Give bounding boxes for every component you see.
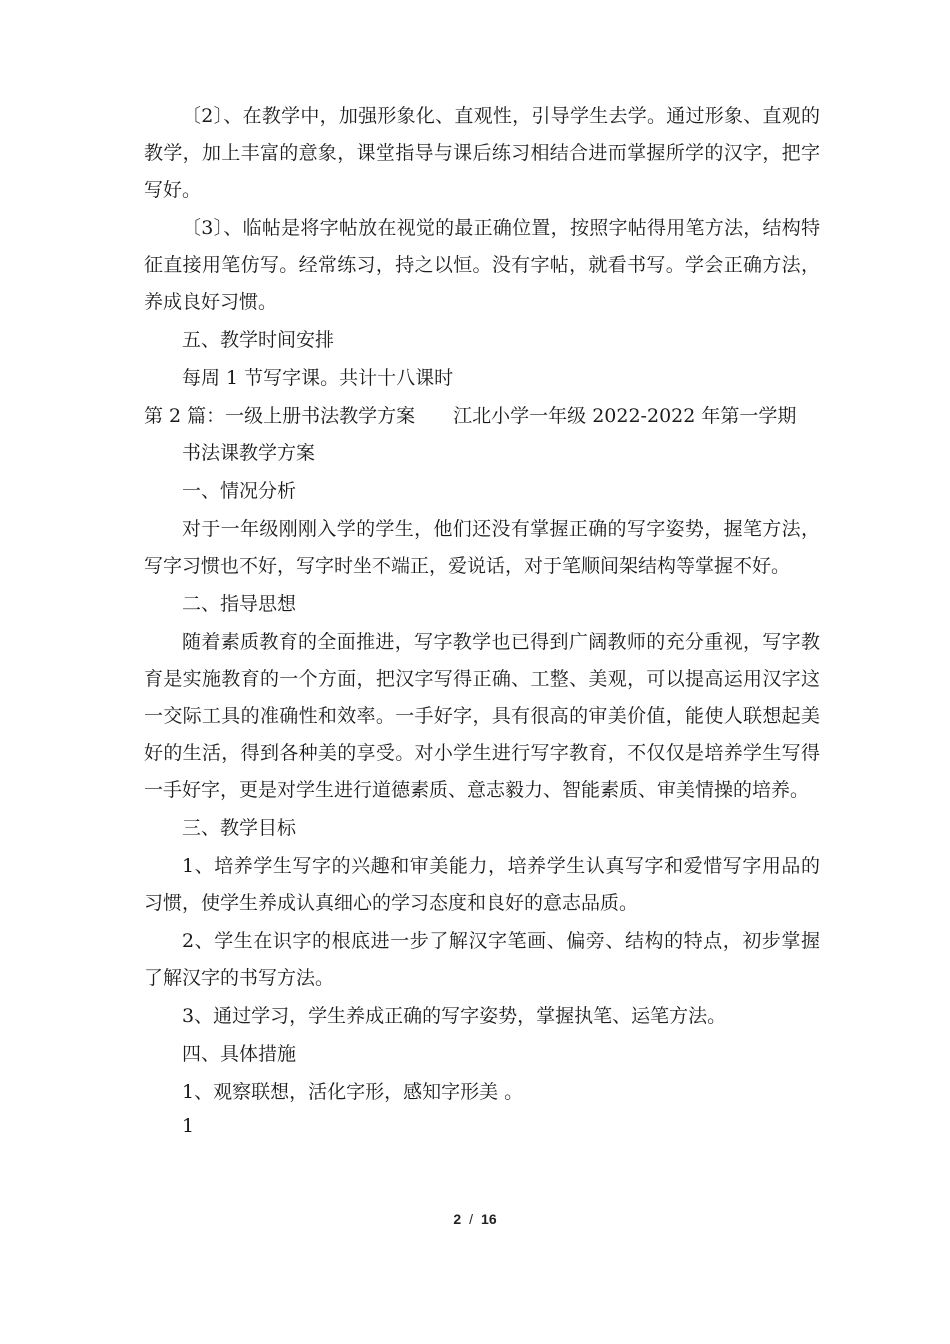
paragraph-method-2: 〔2〕、在教学中，加强形象化、直观性，引导学生去学。通过形象、直观的教学，加上丰富的意象，课堂指导与课后练习相结合进而掌握所学的汉字，把字写好。: [144, 105, 820, 201]
heading-situation-analysis: 一、情况分析: [182, 480, 297, 502]
document-body: [144, 98, 820, 1111]
article-subtitle: 书法课教学方案: [182, 442, 316, 464]
heading-schedule: 五、教学时间安排: [182, 329, 335, 351]
footer-current-page: 2: [453, 1211, 462, 1227]
paragraph-schedule: 每周 1 节写字课。共计十八课时: [182, 367, 454, 389]
paragraph-guiding-thought: 随着素质教育的全面推进，写字教学也已得到广阔教师的充分重视，写字教育是实施教育的一个方面，把汉字写得正确、工整、美观，可以提高运用汉字这一交际工具的准确性和效率。一手好字，具有很高的审美价值，能使人联想起美好的生活，得到各种美的享受。对小学生进行写字教育，不仅仅是培养学生写得一手好字，更是对学生进行道德素质、意志毅力、智能素质、审美情操的培养。: [144, 631, 820, 801]
heading-guiding-thought: 二、指导思想: [182, 593, 297, 615]
footer-total-pages: 16: [481, 1211, 497, 1227]
article-title-line: 第 2 篇：一级上册书法教学方案 江北小学一年级 2022-2022 年第一学期: [144, 405, 797, 427]
page-footer: [0, 1211, 950, 1227]
inner-page-number: 1: [182, 1115, 195, 1137]
paragraph-situation-analysis: 对于一年级刚刚入学的学生，他们还没有掌握正确的写字姿势，握笔方法，写字习惯也不好，写字时坐不端正，爱说话，对于笔顺间架结构等掌握不好。: [144, 518, 820, 577]
paragraph-goal-3: 3、通过学习，学生养成正确的写字姿势，掌握执笔、运笔方法。: [182, 1005, 727, 1027]
footer-separator: /: [469, 1211, 474, 1227]
heading-measures: 四、具体措施: [182, 1043, 297, 1065]
paragraph-measure-1: 1、观察联想，活化字形，感知字形美 。: [182, 1081, 524, 1103]
paragraph-goal-2: 2、学生在识字的根底进一步了解汉字笔画、偏旁、结构的特点，初步掌握了解汉字的书写方法。: [144, 930, 820, 989]
heading-teaching-goals: 三、教学目标: [182, 817, 297, 839]
paragraph-goal-1: 1、培养学生写字的兴趣和审美能力，培养学生认真写字和爱惜写字用品的习惯，使学生养成认真细心的学习态度和良好的意志品质。: [144, 855, 820, 914]
paragraph-method-3: 〔3〕、临帖是将字帖放在视觉的最正确位置，按照字帖得用笔方法，结构特征直接用笔仿写。经常练习，持之以恒。没有字帖，就看书写。学会正确方法，养成良好习惯。: [144, 217, 820, 313]
